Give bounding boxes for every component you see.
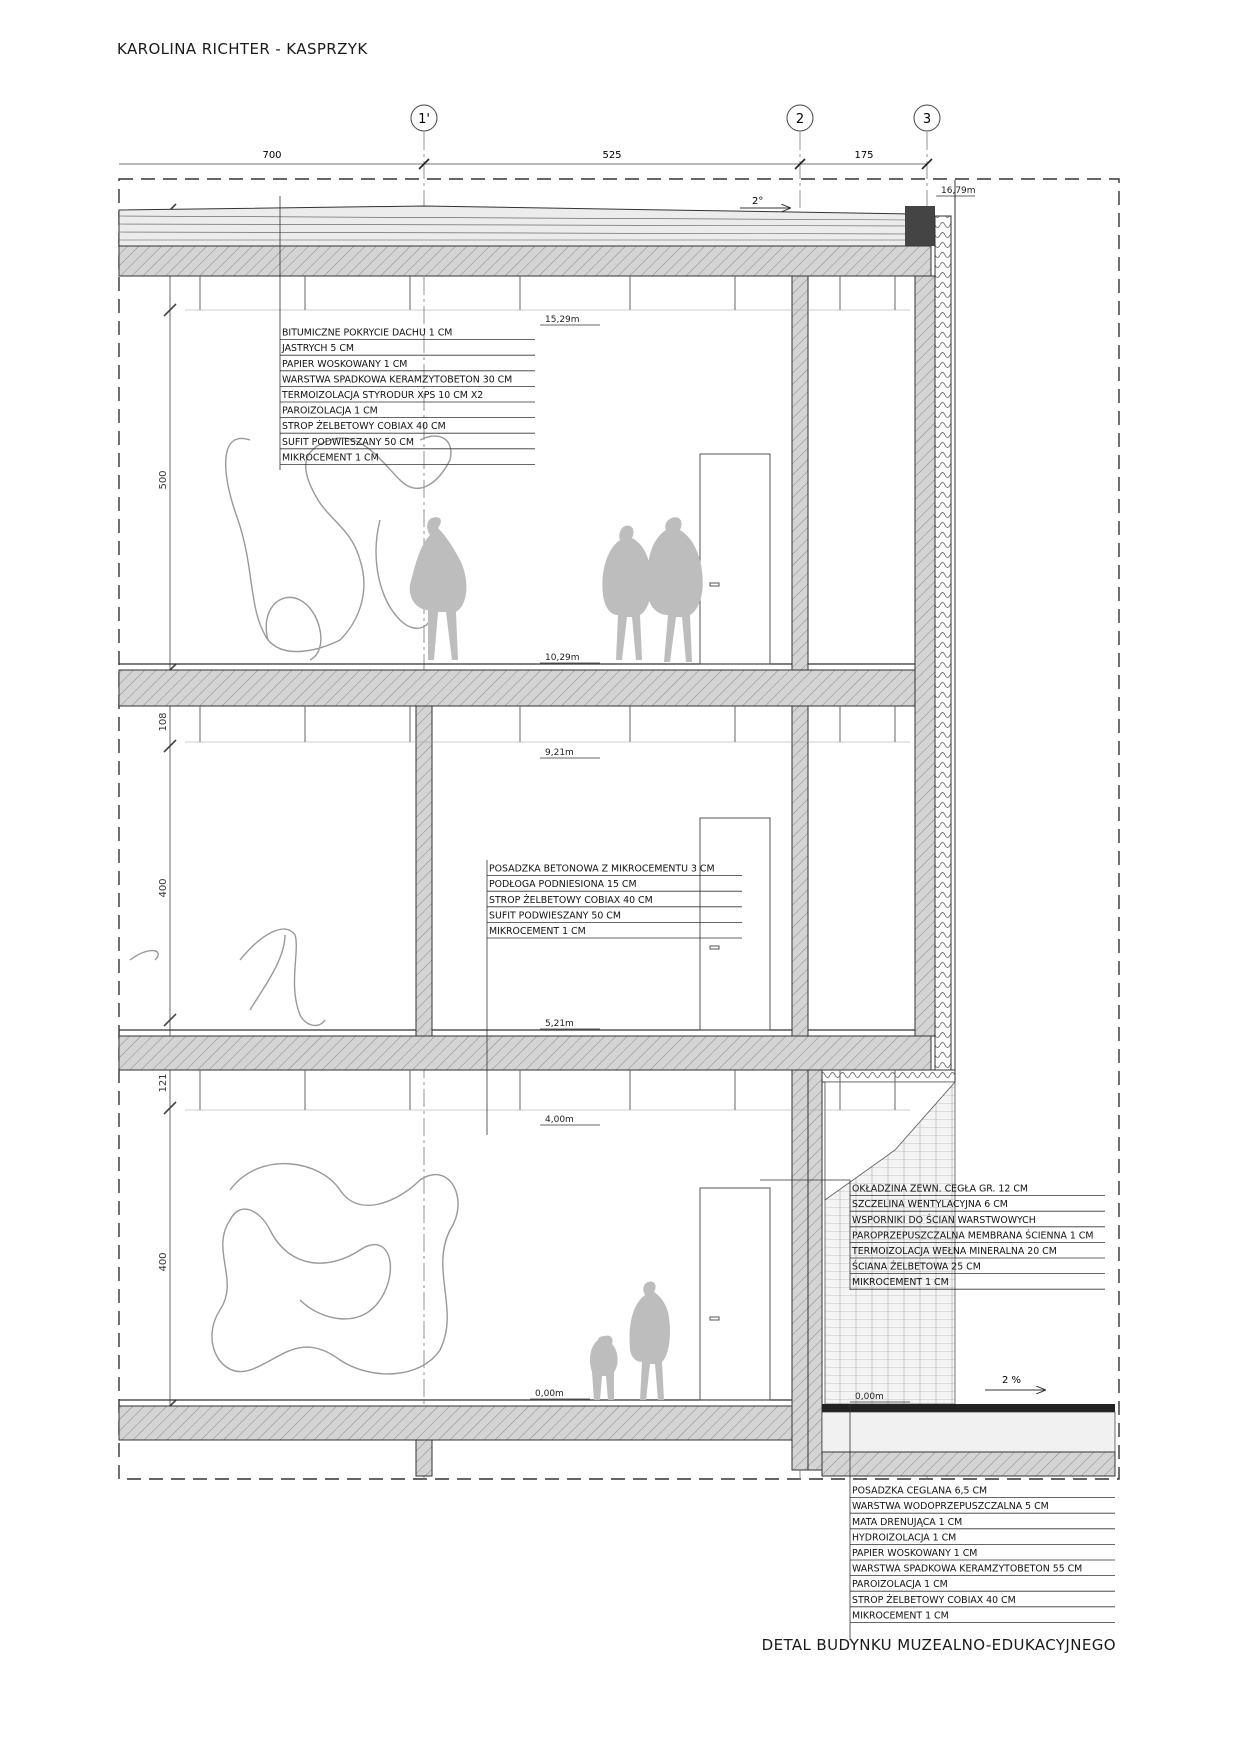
floor-slab-2 — [119, 670, 931, 706]
terrace-layer-6: WARSTWA SPADKOWA KERAMZYTOBETON 55 CM — [852, 1563, 1083, 1575]
facade-insulation — [935, 216, 951, 1071]
svg-text:5,21m: 5,21m — [545, 1019, 574, 1029]
dim-175: 175 — [854, 150, 874, 161]
level-1029 — [540, 653, 600, 663]
level-521 — [540, 1019, 600, 1029]
dim-525: 525 — [602, 150, 622, 161]
door-level-0 — [700, 1188, 770, 1400]
roof-layer-labels — [280, 328, 535, 465]
level-1529 — [540, 315, 600, 325]
floor-layer-2: PODŁOGA PODNIESIONA 15 CM — [489, 879, 637, 891]
doors — [700, 454, 770, 1400]
column-axis-2-upper — [792, 276, 808, 670]
dim-108: 108 — [158, 712, 169, 732]
svg-text:0,00m: 0,00m — [855, 1392, 884, 1402]
door-level-1 — [700, 818, 770, 1030]
roof-layer-1: BITUMICZNE POKRYCIE DACHU 1 CM — [282, 327, 453, 339]
sculpture-upper — [226, 436, 451, 660]
cantilever-insulation — [808, 1070, 955, 1082]
sculpture-lower — [212, 1164, 458, 1374]
terrace-layer-8: STROP ŻELBETOWY COBIAX 40 CM — [852, 1594, 1016, 1606]
sculpture-middle — [130, 929, 325, 1025]
ground-wall — [808, 1070, 822, 1470]
people — [410, 517, 703, 1400]
person-1 — [410, 517, 467, 660]
wall-layer-7: MIKROCEMENT 1 CM — [852, 1277, 949, 1289]
floor-layer-3: STROP ŻELBETOWY COBIAX 40 CM — [489, 894, 653, 906]
roof-layer-4: WARSTWA SPADKOWA KERAMZYTOBETON 30 CM — [282, 374, 513, 386]
wall-layer-4: PAROPRZEPUSZCZALNA MEMBRANA ŚCIENNA 1 CM — [852, 1230, 1094, 1242]
floor-layer-labels — [487, 864, 742, 938]
column-axis-2-lower — [792, 1070, 808, 1470]
wall-layer-labels — [850, 1184, 1105, 1290]
svg-text:4,00m: 4,00m — [545, 1115, 574, 1125]
axis-marker-1 — [411, 105, 437, 131]
wall-layer-2: SZCZELINA WENTYLACYJNA 6 CM — [852, 1199, 1008, 1211]
roof-layer-6: PAROIZOLACJA 1 CM — [282, 405, 378, 417]
terrace-layer-labels — [850, 1486, 1115, 1623]
svg-text:10,29m: 10,29m — [545, 653, 580, 663]
ground-slab — [119, 1406, 809, 1440]
person-4 — [630, 1282, 670, 1400]
person-2 — [602, 526, 652, 660]
roof-layer-3: PAPIER WOSKOWANY 1 CM — [282, 358, 408, 370]
vertical-dimensions — [164, 204, 176, 1418]
svg-text:1': 1' — [418, 112, 430, 127]
axis-marker-3 — [914, 105, 940, 131]
roof-layer-9: MIKROCEMENT 1 CM — [282, 452, 379, 464]
floor-slab-1 — [119, 1036, 931, 1070]
roof-slab — [119, 246, 931, 276]
roof-layer-5: TERMOIZOLACJA STYRODUR XPS 10 CM X2 — [282, 390, 484, 401]
author-name: KAROLINA RICHTER - KASPRZYK — [117, 40, 368, 58]
svg-text:3: 3 — [922, 112, 932, 127]
roof-section — [119, 196, 935, 276]
svg-text:0,00m: 0,00m — [535, 1389, 564, 1399]
level-921 — [540, 748, 600, 758]
terrace-layer-1: POSADZKA CEGLANA 6,5 CM — [852, 1485, 988, 1497]
dim-500: 500 — [158, 470, 169, 490]
roof-layer-8: SUFIT PODWIESZANY 50 CM — [282, 436, 414, 448]
ground-slope: 2 % — [1002, 1375, 1022, 1386]
dim-400b: 400 — [158, 1252, 169, 1272]
dim-400a: 400 — [158, 878, 169, 898]
dim-121: 121 — [158, 1073, 169, 1093]
column-axis-1-base — [416, 1440, 432, 1476]
roof-slope: 2° — [752, 196, 764, 207]
terrace-layer-9: MIKROCEMENT 1 CM — [852, 1610, 949, 1622]
sculptures — [130, 436, 458, 1374]
terrace-layer-2: WARSTWA WODOPRZEPUSZCZALNA 5 CM — [852, 1501, 1049, 1513]
wall-layer-1: OKŁADZINA ZEWN. CEGŁA GR. 12 CM — [852, 1183, 1028, 1195]
drawing-caption: DETAL BUDYNKU MUZEALNO-EDUKACYJNEGO — [761, 1636, 1116, 1654]
terrace-layer-5: PAPIER WOSKOWANY 1 CM — [852, 1548, 978, 1559]
dim-700: 700 — [262, 150, 282, 161]
frame-border — [119, 179, 1119, 1479]
svg-text:16,79m: 16,79m — [941, 186, 976, 196]
floor-layer-1: POSADZKA BETONOWA Z MIKROCEMENTU 3 CM — [489, 863, 715, 875]
wall-layer-3: WSPORNIKI DO ŚCIAN WARSTWOWYCH — [852, 1214, 1036, 1226]
column-axis-2-mid — [792, 706, 808, 1036]
roof-layer-2: JASTRYCH 5 CM — [282, 343, 354, 355]
terrace-layer-7: PAROIZOLACJA 1 CM — [852, 1579, 948, 1591]
svg-text:2: 2 — [795, 112, 805, 127]
level-000-inside — [530, 1389, 590, 1399]
horizontal-dimensions — [119, 150, 932, 169]
terrace-layer-3: MATA DRENUJĄCA 1 CM — [852, 1516, 963, 1528]
facade-wall — [915, 276, 935, 1036]
svg-text:9,21m: 9,21m — [545, 748, 574, 758]
level-1679 — [936, 186, 976, 196]
terrace-layer-4: HYDROIZOLACJA 1 CM — [852, 1532, 957, 1544]
wall-layer-5: TERMOIZOLACJA WEŁNA MINERALNA 20 CM — [852, 1246, 1057, 1257]
svg-text:15,29m: 15,29m — [545, 315, 580, 325]
level-400 — [540, 1115, 600, 1125]
column-axis-1 — [416, 706, 432, 1036]
wall-layer-6: ŚCIANA ŻELBETOWA 25 CM — [852, 1261, 981, 1273]
person-3 — [647, 517, 703, 662]
floor-layer-5: MIKROCEMENT 1 CM — [489, 926, 586, 937]
floor-layer-4: SUFIT PODWIESZANY 50 CM — [489, 910, 621, 922]
door-level-2 — [700, 454, 770, 664]
roof-layer-7: STROP ŻELBETOWY COBIAX 40 CM — [282, 421, 446, 433]
person-5 — [590, 1335, 618, 1400]
axis-marker-2 — [787, 105, 813, 131]
